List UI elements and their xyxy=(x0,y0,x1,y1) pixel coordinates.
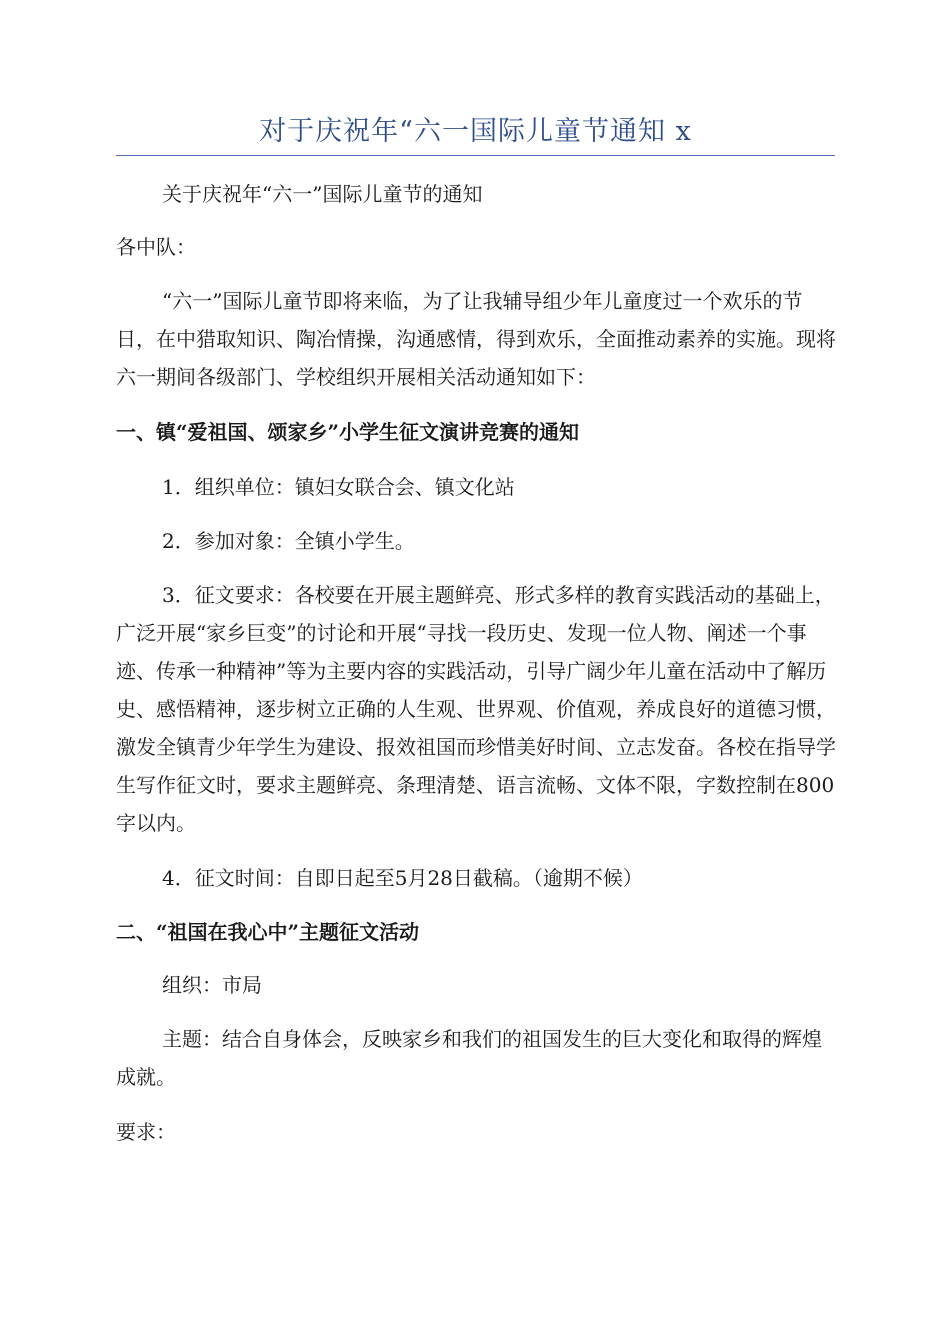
notice-subtitle: 关于庆祝年“六一”国际儿童节的通知 xyxy=(162,182,483,206)
salutation: 各中队： xyxy=(116,235,196,259)
section1-item-participants: 2．参加对象：全镇小学生。 xyxy=(162,529,415,553)
document-title: 对于庆祝年“六一国际儿童节通知 x xyxy=(259,116,692,147)
section1-item-deadline: 4．征文时间：自即日起至5月28日截稿。（逾期不候） xyxy=(162,866,643,890)
section2-organizer: 组织：市局 xyxy=(162,973,262,997)
title-underline xyxy=(116,155,835,156)
section1-item-requirements: 3．征文要求：各校要在开展主题鲜亮、形式多样的教育实践活动的基础上，广泛开展“家乡巨变”的讨论和开展“寻找一段历史、发现一位人物、阐述一个事迹、传承一种精神”等为主要内容的实践活动，引导广阔少年儿童在活动中了解历史、感悟精神，逐步树立正确的人生观、世界观、价值观，养成良好的道德习惯，激发全镇青少年学生为建设、报效祖国而珍惜美好时间、立志发奋。各校在指导学生写作征文时，要求主题鲜亮、条理清楚、语言流畅、文体不限，字数控制在800字以内。 xyxy=(116,583,836,835)
section2-requirements: 要求： xyxy=(116,1120,176,1144)
section2-theme: 主题：结合自身体会，反映家乡和我们的祖国发生的巨大变化和取得的辉煌成就。 xyxy=(116,1027,822,1089)
section1-item-organizer: 1．组织单位：镇妇女联合会、镇文化站 xyxy=(162,475,515,499)
intro-paragraph: “六一”国际儿童节即将来临，为了让我辅导组少年儿童度过一个欢乐的节日，在中猎取知识、陶冶情操，沟通感情，得到欢乐，全面推动素养的实施。现将六一期间各级部门、学校组织开展相关活动通知如下： xyxy=(116,289,836,389)
section-heading-1: 一、镇“爱祖国、颂家乡”小学生征文演讲竞赛的通知 xyxy=(116,420,580,444)
section-heading-2: 二、“祖国在我心中”主题征文活动 xyxy=(116,920,420,944)
